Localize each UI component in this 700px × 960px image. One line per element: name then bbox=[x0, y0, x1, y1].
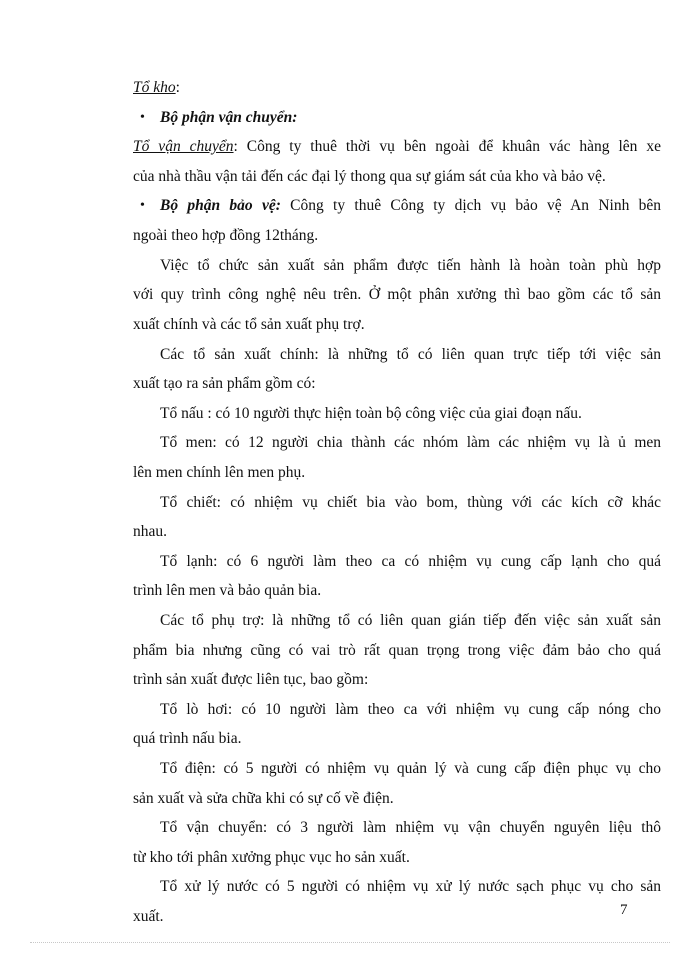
heading-to-van-chuyen: Tổ vận chuyển bbox=[133, 138, 234, 155]
text-line: xuất chính và các tổ sản xuất phụ trợ. bbox=[133, 316, 365, 333]
line-to-kho bbox=[133, 78, 661, 98]
text-line: từ kho tới phân xưởng phục vục ho sản xuất. bbox=[133, 849, 410, 866]
text-line: Tổ nấu : có 10 người thực hiện toàn bộ công việc của giai đoạn nấu. bbox=[160, 405, 582, 422]
text-bo-phan-bao-ve: Công ty thuê Công ty dịch vụ bảo vệ An Ninh bên bbox=[280, 197, 662, 214]
text-line: trình sản xuất được liên tục, bao gồm: bbox=[133, 671, 369, 688]
text-line: Tổ vận chuyển: có 3 người làm nhiệm vụ vận chuyển nguyên liệu thô bbox=[160, 819, 661, 836]
text-line: Tổ xử lý nước có 5 người có nhiệm vụ xử lý nước sạch phục vụ cho sản bbox=[160, 878, 661, 895]
line-to-van-chuyen bbox=[133, 137, 661, 157]
text-line: quá trình nấu bia. bbox=[133, 730, 242, 747]
text-line: Các tổ phụ trợ: là những tổ có liên quan gián tiếp đến việc sản xuất sản bbox=[160, 612, 661, 629]
text-line: Tổ lò hơi: có 10 người làm theo ca với nhiệm vụ cung cấp nóng cho bbox=[160, 701, 661, 718]
line-bo-phan-van-chuyen bbox=[160, 108, 661, 128]
text-line: Tổ men: có 12 người chia thành các nhóm làm các nhiệm vụ là ủ men bbox=[160, 434, 661, 451]
text-line: với quy trình công nghệ nêu trên. Ở một phân xưởng thì bao gồm các tổ sản bbox=[133, 286, 661, 303]
line-bo-phan-bao-ve bbox=[160, 196, 661, 216]
heading-bo-phan-bao-ve: Bộ phận bảo vệ: bbox=[160, 197, 281, 214]
text-to-van-chuyen: : Công ty thuê thời vụ bên ngoài để khuân vác hàng lên xe bbox=[233, 138, 661, 155]
text-line: ngoài theo hợp đồng 12tháng. bbox=[133, 227, 319, 244]
text-line: Tổ chiết: có nhiệm vụ chiết bia vào bom, thùng với các kích cỡ khác bbox=[160, 494, 661, 511]
text-line: Các tổ sản xuất chính: là những tổ có liên quan trực tiếp tới việc sản bbox=[160, 346, 661, 363]
text-line: của nhà thầu vận tải đến các đại lý thong qua sự giám sát của kho và bảo vệ. bbox=[133, 168, 606, 185]
text-line: sản xuất và sửa chữa khi có sự cố về điện. bbox=[133, 790, 394, 807]
text-line: phẩm bia nhưng cũng có vai trò rất quan trọng trong việc đảm bảo cho quá bbox=[133, 642, 661, 659]
page-bottom-rule bbox=[30, 942, 670, 943]
heading-to-kho: Tổ kho bbox=[133, 79, 176, 96]
text-line: Tổ lạnh: có 6 người làm theo ca có nhiệm vụ cung cấp lạnh cho quá bbox=[160, 553, 661, 570]
text-line: nhau. bbox=[133, 523, 168, 540]
text-line: Việc tổ chức sản xuất sản phẩm được tiến hành là hoàn toàn phù hợp bbox=[160, 257, 661, 274]
colon: : bbox=[175, 79, 180, 96]
text-line: lên men chính lên men phụ. bbox=[133, 464, 306, 481]
text-line: xuất. bbox=[133, 908, 164, 925]
heading-bo-phan-van-chuyen: Bộ phận vận chuyển: bbox=[160, 109, 298, 126]
text-line: Tổ điện: có 5 người có nhiệm vụ quản lý và cung cấp điện phục vụ cho bbox=[160, 760, 661, 777]
text-line: xuất tạo ra sản phẩm gồm có: bbox=[133, 375, 316, 392]
bullet-icon: • bbox=[140, 198, 145, 213]
bullet-icon: • bbox=[140, 110, 145, 125]
page-number: 7 bbox=[620, 902, 628, 918]
text-line: trình lên men và bảo quản bia. bbox=[133, 582, 322, 599]
